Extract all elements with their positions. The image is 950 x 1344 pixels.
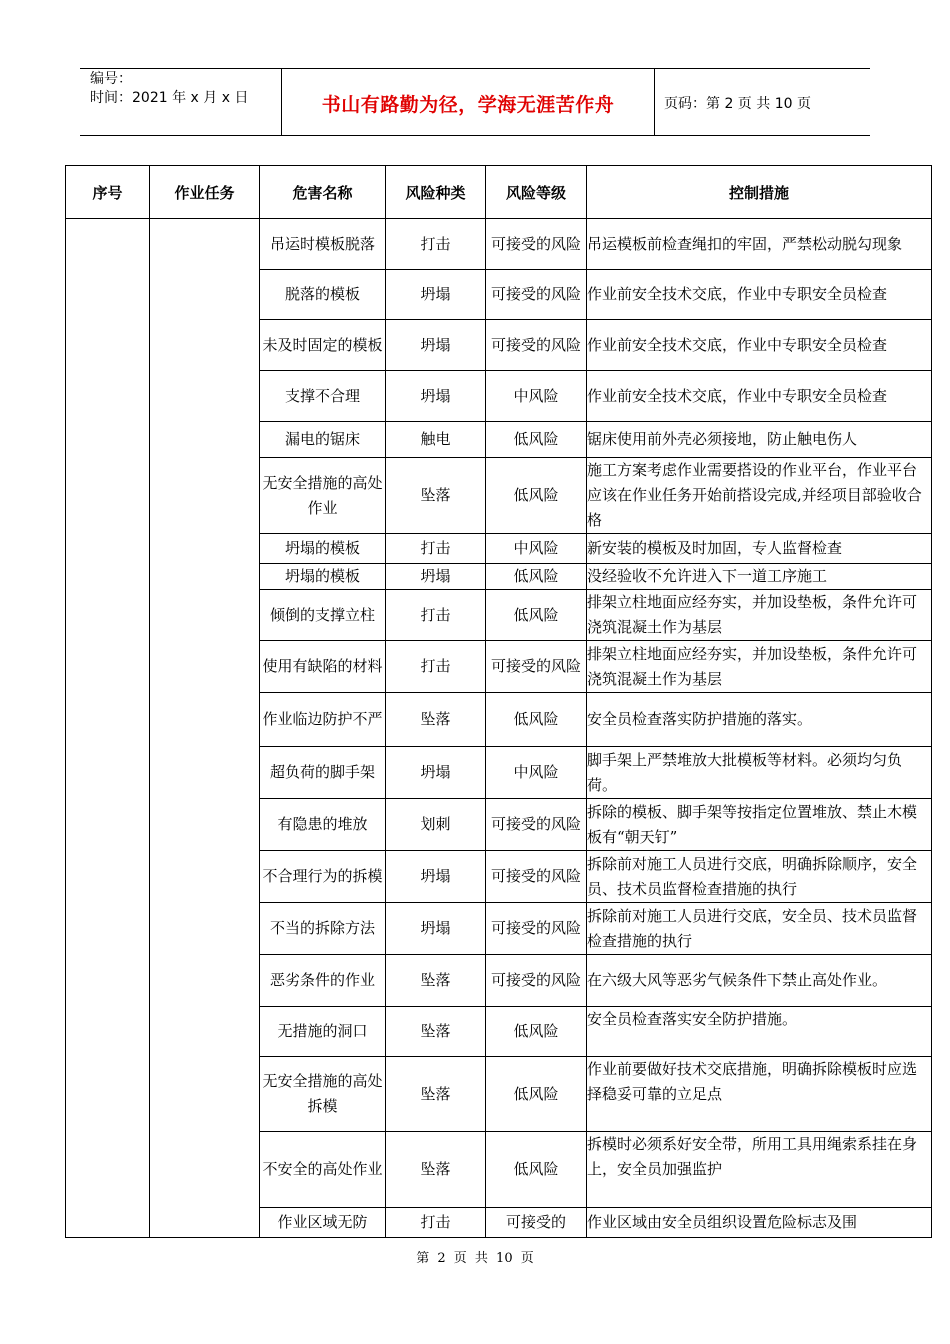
cell-index-merged — [66, 219, 150, 1238]
cell-risk-type: 坍塌 — [386, 320, 486, 371]
cell-risk-type: 打击 — [386, 219, 486, 270]
cell-hazard: 不合理行为的拆模 — [260, 851, 386, 903]
cell-control-measure: 作业区域由安全员组织设置危险标志及围 — [587, 1208, 932, 1238]
cell-risk-level: 可接受的风险 — [486, 270, 587, 320]
cell-risk-type: 打击 — [386, 1208, 486, 1238]
header-bottom-rule — [80, 135, 870, 136]
cell-risk-type: 坠落 — [386, 1132, 486, 1208]
cell-risk-level: 可接受的 — [486, 1208, 587, 1238]
cell-risk-type: 打击 — [386, 590, 486, 641]
cell-hazard: 超负荷的脚手架 — [260, 747, 386, 799]
cell-control-measure: 在六级大风等恶劣气候条件下禁止高处作业。 — [587, 955, 932, 1007]
cell-hazard: 使用有缺陷的材料 — [260, 641, 386, 693]
cell-risk-type: 坍塌 — [386, 747, 486, 799]
cell-hazard: 有隐患的堆放 — [260, 799, 386, 851]
cell-risk-level: 可接受的风险 — [486, 903, 587, 955]
cell-risk-level: 可接受的风险 — [486, 641, 587, 693]
cell-risk-type: 划刺 — [386, 799, 486, 851]
col-header-task: 作业任务 — [150, 166, 260, 219]
cell-hazard: 不当的拆除方法 — [260, 903, 386, 955]
cell-risk-type: 坍塌 — [386, 903, 486, 955]
header-motto: 书山有路勤为径，学海无涯苦作舟 — [321, 94, 615, 116]
cell-task-merged — [150, 219, 260, 1238]
cell-control-measure: 锯床使用前外壳必须接地，防止触电伤人 — [587, 422, 932, 458]
cell-control-measure: 拆除前对施工人员进行交底，明确拆除顺序，安全员、技术员监督检查措施的执行 — [587, 851, 932, 903]
cell-risk-level: 中风险 — [486, 747, 587, 799]
cell-control-measure: 作业前安全技术交底，作业中专职安全员检查 — [587, 320, 932, 371]
cell-risk-level: 低风险 — [486, 1132, 587, 1208]
cell-control-measure: 作业前安全技术交底，作业中专职安全员检查 — [587, 270, 932, 320]
cell-risk-type: 坍塌 — [386, 270, 486, 320]
risk-table-container — [65, 165, 931, 1237]
cell-risk-level: 可接受的风险 — [486, 955, 587, 1007]
header-page-code: 页码：第 2 页 共 10 页 — [664, 96, 811, 112]
cell-risk-level: 低风险 — [486, 1057, 587, 1132]
cell-hazard: 恶劣条件的作业 — [260, 955, 386, 1007]
cell-hazard: 无安全措施的高处拆模 — [260, 1057, 386, 1132]
col-header-hazard: 危害名称 — [260, 166, 386, 219]
cell-risk-level: 低风险 — [486, 1007, 587, 1057]
cell-risk-level: 中风险 — [486, 371, 587, 422]
cell-risk-type: 坠落 — [386, 693, 486, 747]
cell-risk-type: 坍塌 — [386, 371, 486, 422]
cell-risk-level: 可接受的风险 — [486, 799, 587, 851]
table-row — [66, 219, 932, 270]
cell-risk-level: 低风险 — [486, 458, 587, 534]
cell-risk-type: 坍塌 — [386, 564, 486, 590]
cell-control-measure: 施工方案考虑作业需要搭设的作业平台，作业平台应该在作业任务开始前搭设完成,并经项目部验收合格 — [587, 458, 932, 534]
cell-control-measure: 吊运模板前检查绳扣的牢固，严禁松动脱勾现象 — [587, 219, 932, 270]
cell-hazard: 支撑不合理 — [260, 371, 386, 422]
page-header — [80, 68, 870, 136]
cell-risk-level: 低风险 — [486, 590, 587, 641]
cell-risk-level: 可接受的风险 — [486, 851, 587, 903]
cell-hazard: 坍塌的模板 — [260, 564, 386, 590]
cell-hazard: 吊运时模板脱落 — [260, 219, 386, 270]
header-top-rule — [80, 68, 870, 69]
col-header-risk-level: 风险等级 — [486, 166, 587, 219]
cell-hazard: 作业区域无防 — [260, 1208, 386, 1238]
table-body — [66, 219, 932, 1238]
cell-control-measure: 拆除前对施工人员进行交底，安全员、技术员监督检查措施的执行 — [587, 903, 932, 955]
cell-hazard: 未及时固定的模板 — [260, 320, 386, 371]
cell-risk-type: 触电 — [386, 422, 486, 458]
table-header-row — [66, 166, 932, 219]
cell-hazard: 作业临边防护不严 — [260, 693, 386, 747]
cell-risk-type: 坠落 — [386, 955, 486, 1007]
cell-control-measure: 新安装的模板及时加固，专人监督检查 — [587, 534, 932, 564]
cell-control-measure: 作业前安全技术交底，作业中专职安全员检查 — [587, 371, 932, 422]
cell-control-measure: 排架立柱地面应经夯实，并加设垫板，条件允许可浇筑混凝土作为基层 — [587, 641, 932, 693]
cell-hazard: 脱落的模板 — [260, 270, 386, 320]
cell-hazard: 倾倒的支撑立柱 — [260, 590, 386, 641]
col-header-control: 控制措施 — [587, 166, 932, 219]
cell-hazard: 无措施的洞口 — [260, 1007, 386, 1057]
cell-control-measure: 作业前要做好技术交底措施，明确拆除模板时应选择稳妥可靠的立足点 — [587, 1057, 932, 1132]
cell-hazard: 无安全措施的高处作业 — [260, 458, 386, 534]
cell-risk-type: 坍塌 — [386, 851, 486, 903]
col-header-risk-type: 风险种类 — [386, 166, 486, 219]
page-footer: 第 2 页 共 10 页 — [416, 1251, 534, 1266]
cell-risk-level: 可接受的风险 — [486, 320, 587, 371]
cell-control-measure: 拆除的模板、脚手架等按指定位置堆放、禁止木模板有“朝天钉” — [587, 799, 932, 851]
serial-label: 编号： — [90, 71, 132, 87]
header-meta — [90, 70, 248, 108]
cell-risk-type: 打击 — [386, 641, 486, 693]
cell-hazard: 不安全的高处作业 — [260, 1132, 386, 1208]
cell-risk-level: 可接受的风险 — [486, 219, 587, 270]
cell-risk-level: 低风险 — [486, 693, 587, 747]
cell-control-measure: 安全员检查落实安全防护措施。 — [587, 1007, 932, 1057]
date-label: 时间：2021 年 x 月 x 日 — [90, 90, 249, 106]
header-divider — [654, 68, 655, 136]
cell-risk-type: 打击 — [386, 534, 486, 564]
cell-hazard: 漏电的锯床 — [260, 422, 386, 458]
cell-hazard: 坍塌的模板 — [260, 534, 386, 564]
cell-risk-level: 低风险 — [486, 564, 587, 590]
cell-risk-type: 坠落 — [386, 1057, 486, 1132]
cell-control-measure: 脚手架上严禁堆放大批模板等材料。必须均匀负荷。 — [587, 747, 932, 799]
cell-risk-type: 坠落 — [386, 458, 486, 534]
cell-risk-level: 中风险 — [486, 534, 587, 564]
cell-risk-type: 坠落 — [386, 1007, 486, 1057]
risk-table — [65, 165, 932, 1238]
cell-control-measure: 排架立柱地面应经夯实，并加设垫板，条件允许可浇筑混凝土作为基层 — [587, 590, 932, 641]
col-header-index: 序号 — [66, 166, 150, 219]
cell-risk-level: 低风险 — [486, 422, 587, 458]
cell-control-measure: 没经验收不允许进入下一道工序施工 — [587, 564, 932, 590]
cell-control-measure: 安全员检查落实防护措施的落实。 — [587, 693, 932, 747]
cell-control-measure: 拆模时必须系好安全带，所用工具用绳索系挂在身上，安全员加强监护 — [587, 1132, 932, 1208]
